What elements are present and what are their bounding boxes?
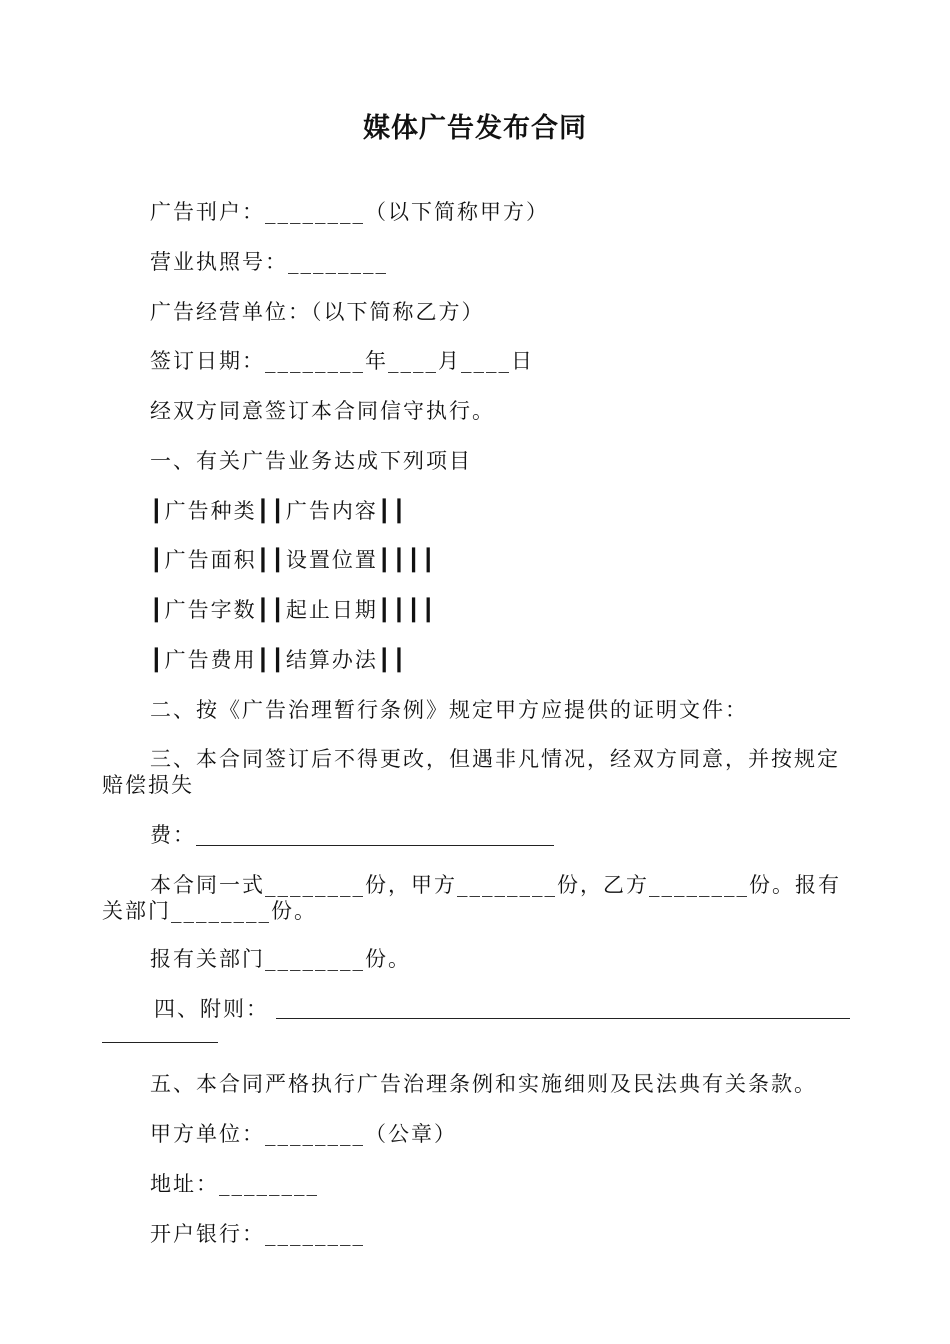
- appendix-blank-rule-continued: [102, 1042, 218, 1043]
- section-4-heading: 四、附则：: [154, 997, 269, 1021]
- table-row-words-dates: ┃广告字数┃┃起止日期┃┃┃┃: [150, 598, 437, 622]
- publisher-line: 广告刊户：________（以下简称甲方）: [150, 200, 549, 224]
- copies-dept-line: 报有关部门________份。: [150, 947, 411, 971]
- operator-line: 广告经营单位：（以下简称乙方）: [150, 300, 485, 324]
- fee-label: 费：: [150, 823, 196, 847]
- section-2-heading: 二、按《广告治理暂行条例》规定甲方应提供的证明文件：: [150, 698, 748, 722]
- party-a-line: 甲方单位：________（公章）: [150, 1122, 457, 1146]
- sign-date-line: 签订日期：________年____月____日: [150, 349, 534, 373]
- section-5-paragraph: 五、本合同严格执行广告治理条例和实施细则及民法典有关条款。: [150, 1072, 817, 1096]
- document-title: 媒体广告发布合同: [363, 113, 587, 144]
- appendix-blank-rule: [276, 1018, 850, 1019]
- agreement-line: 经双方同意签订本合同信守执行。: [150, 399, 495, 423]
- license-line: 营业执照号：________: [150, 250, 388, 274]
- fee-blank-rule: [196, 845, 554, 846]
- bank-line: 开户银行：________: [150, 1222, 365, 1246]
- table-row-area-position: ┃广告面积┃┃设置位置┃┃┃┃: [150, 548, 437, 572]
- copies-paragraph: 本合同一式________份，甲方________份，乙方________份。报有关部门________份。: [102, 873, 841, 923]
- table-row-type-content: ┃广告种类┃┃广告内容┃┃: [150, 499, 408, 523]
- section-1-heading: 一、有关广告业务达成下列项目: [150, 449, 472, 473]
- table-row-fee-settlement: ┃广告费用┃┃结算办法┃┃: [150, 648, 408, 672]
- section-3-paragraph: 三、本合同签订后不得更改，但遇非凡情况，经双方同意，并按规定赔偿损失: [102, 747, 840, 797]
- address-line: 地址：________: [150, 1172, 319, 1196]
